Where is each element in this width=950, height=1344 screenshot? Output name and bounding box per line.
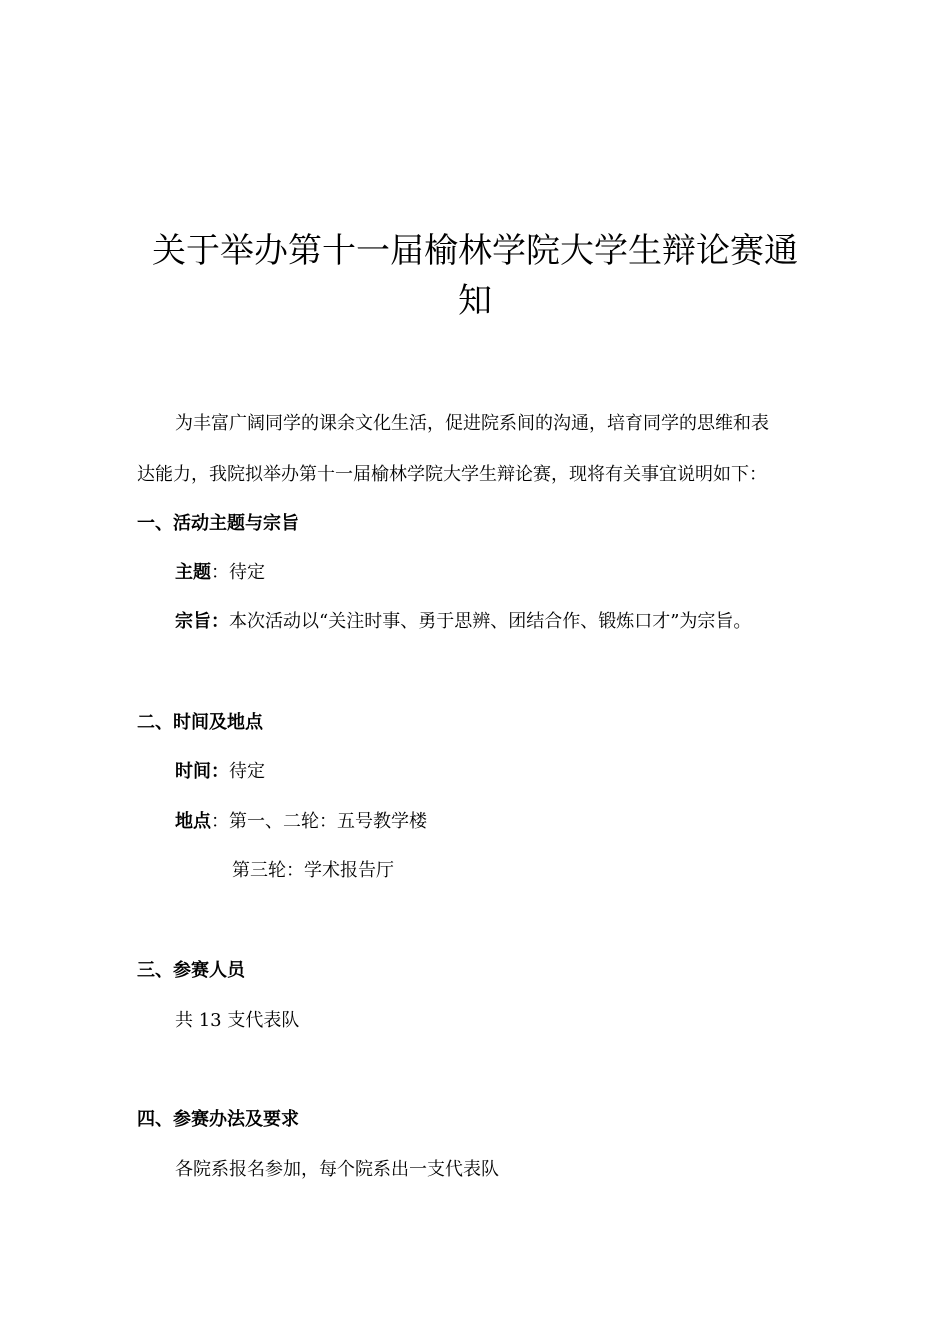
section-heading-rules: 四、参赛办法及要求: [137, 1109, 299, 1130]
participants-value: 共 13 支代表队: [175, 1010, 300, 1031]
purpose-row: [175, 608, 751, 636]
time-row: [175, 758, 265, 786]
purpose-label: 宗旨：: [175, 611, 229, 632]
intro-paragraph-line-1: 为丰富广阔同学的课余文化生活，促进院系间的沟通，培育同学的思维和表: [175, 413, 769, 434]
place-label: 地点: [175, 811, 211, 832]
intro-paragraph-line-2: 达能力，我院拟举办第十一届榆林学院大学生辩论赛，现将有关事宜说明如下：: [137, 464, 767, 485]
section-heading-participants: 三、参赛人员: [137, 960, 245, 981]
theme-value: 待定: [229, 562, 265, 583]
page-title-line-2: 知: [458, 281, 492, 321]
section-heading-theme: 一、活动主题与宗旨: [137, 513, 299, 534]
purpose-value: 本次活动以“关注时事、勇于思辨、团结合作、锻炼口才”为宗旨。: [229, 611, 752, 632]
page-title-line-1: 关于举办第十一届榆林学院大学生辩论赛通: [152, 231, 798, 271]
place-row: [175, 808, 427, 836]
time-label: 时间：: [175, 761, 229, 782]
theme-separator: ：: [211, 562, 229, 583]
theme-label: 主题: [175, 562, 211, 583]
theme-row: [175, 559, 265, 587]
time-value: 待定: [229, 761, 265, 782]
rules-value: 各院系报名参加，每个院系出一支代表队: [175, 1159, 499, 1180]
place-separator: ：: [211, 811, 229, 832]
place-value-rounds-1-2: 第一、二轮：五号教学楼: [229, 811, 427, 832]
place-value-round-3: 第三轮：学术报告厅: [232, 860, 394, 881]
section-heading-time-place: 二、时间及地点: [137, 712, 263, 733]
